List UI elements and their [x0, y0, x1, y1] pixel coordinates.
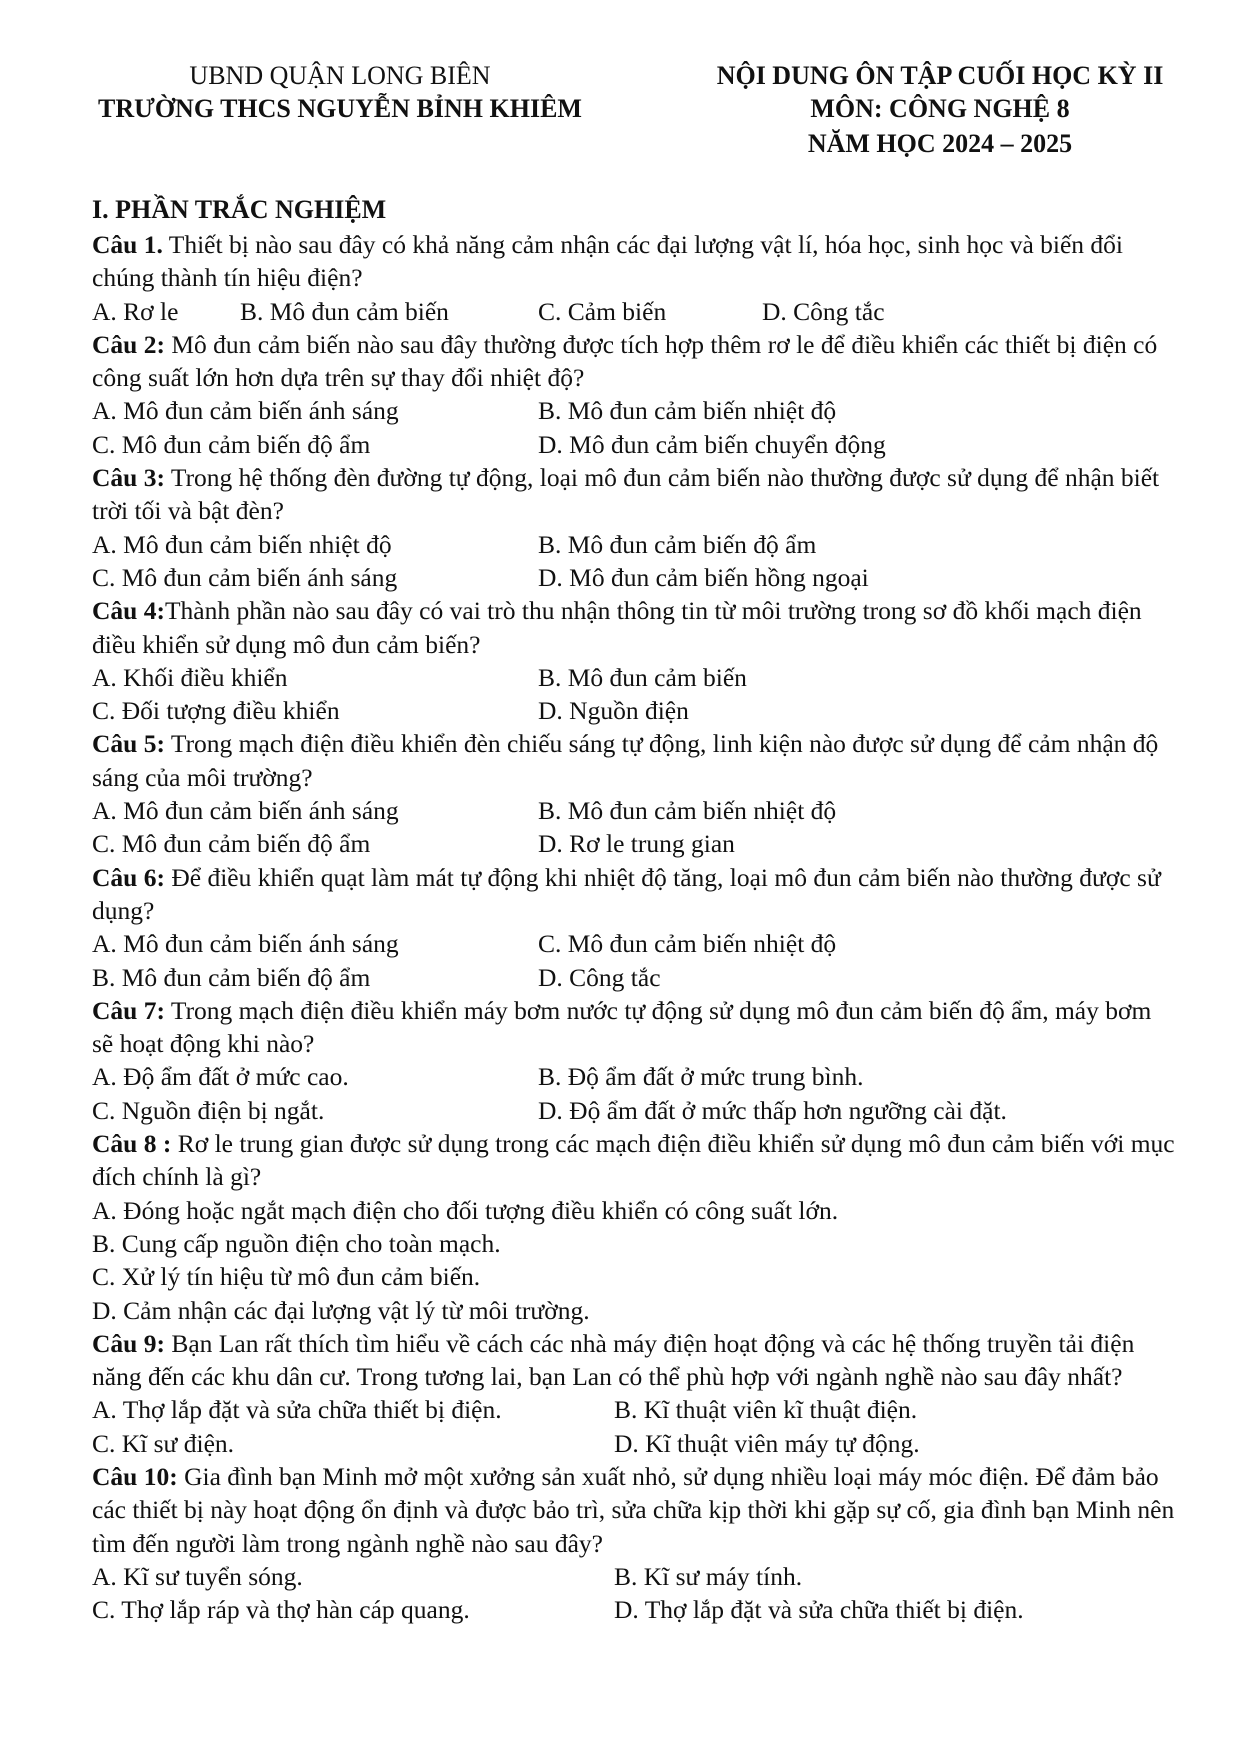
- answer-option: B. Mô đun cảm biến nhiệt độ: [538, 796, 837, 826]
- answer-option: D. Thợ lắp đặt và sửa chữa thiết bị điện.: [614, 1595, 1024, 1625]
- answer-option: B. Mô đun cảm biến: [538, 662, 747, 692]
- answer-option: B. Mô đun cảm biến: [240, 296, 449, 326]
- answer-options: [92, 661, 1177, 694]
- question-label: Câu 4:: [92, 596, 165, 626]
- answer-options: [92, 827, 1177, 860]
- answer-option: D. Mô đun cảm biến hồng ngoại: [538, 562, 869, 592]
- question-body: Bạn Lan rất thích tìm hiểu về cách các nhà máy điện hoạt động và các hệ thống truyền tải điện năng đến các khu dân cư. Trong tương lai, bạn Lan có thể phù hợp với ngành nghề nào sau đây nhất?: [92, 1328, 1135, 1392]
- question-text: [92, 228, 1177, 295]
- answer-option: A. Thợ lắp đặt và sửa chữa thiết bị điện.: [92, 1395, 502, 1425]
- answer-option: B. Kĩ thuật viên kĩ thuật điện.: [614, 1395, 918, 1425]
- district-name: UBND QUẬN LONG BIÊN: [189, 61, 491, 90]
- answer-options: [92, 694, 1177, 727]
- question-1: [92, 228, 1177, 328]
- question-body: Trong mạch điện điều khiển máy bơm nước tự động sử dụng mô đun cảm biến độ ẩm, máy bơm sẽ hoạt động khi nào?: [92, 995, 1152, 1059]
- document-header: [0, 0, 1241, 170]
- exam-content: [92, 194, 1177, 1626]
- answer-option: C. Mô đun cảm biến ánh sáng: [92, 562, 398, 592]
- question-body: Thành phần nào sau đây có vai trò thu nhận thông tin từ môi trường trong sơ đồ khối mạch điện điều khiển sử dụng mô đun cảm biến?: [92, 596, 1142, 659]
- question-text: [92, 1460, 1177, 1560]
- answer-option: D. Cảm nhận các đại lượng vật lý từ môi trường.: [92, 1295, 590, 1325]
- answer-option: A. Khối điều khiển: [92, 662, 288, 692]
- question-label: Câu 2:: [92, 329, 165, 359]
- question-10: [92, 1460, 1177, 1626]
- question-5: [92, 727, 1177, 860]
- question-text: [92, 594, 1177, 661]
- answer-option: D. Nguồn điện: [538, 696, 689, 726]
- answer-options: [92, 561, 1177, 594]
- answer-option: C. Mô đun cảm biến độ ẩm: [92, 429, 371, 459]
- question-6: [92, 861, 1177, 994]
- answer-option: A. Mô đun cảm biến ánh sáng: [92, 929, 399, 959]
- answer-option: D. Kĩ thuật viên máy tự động.: [614, 1428, 920, 1458]
- question-4: [92, 594, 1177, 727]
- answer-option: B. Kĩ sư máy tính.: [614, 1561, 803, 1591]
- question-text: [92, 1327, 1177, 1394]
- question-label: Câu 5:: [92, 729, 165, 759]
- answer-option: C. Mô đun cảm biến nhiệt độ: [538, 929, 837, 959]
- school-year: NĂM HỌC 2024 – 2025: [807, 129, 1073, 158]
- answer-options: [92, 1060, 1177, 1093]
- question-label: Câu 10:: [92, 1461, 178, 1491]
- answer-option: A. Mô đun cảm biến ánh sáng: [92, 796, 399, 826]
- answer-option: C. Nguồn điện bị ngắt.: [92, 1095, 325, 1125]
- answer-options: [92, 1427, 1177, 1460]
- answer-options: [92, 295, 1177, 328]
- answer-option: D. Mô đun cảm biến chuyển động: [538, 429, 886, 459]
- section-title: I. PHẦN TRẮC NGHIỆM: [92, 195, 387, 224]
- question-7: [92, 994, 1177, 1127]
- question-body: Trong hệ thống đèn đường tự động, loại mô đun cảm biến nào thường được sử dụng để nhận biết trời tối và bật đèn?: [92, 463, 1160, 526]
- question-body: Để điều khiển quạt làm mát tự động khi nhiệt độ tăng, loại mô đun cảm biến nào thường được sử dụng?: [92, 862, 1161, 925]
- answer-option: C. Mô đun cảm biến độ ẩm: [92, 829, 371, 859]
- answer-options: [92, 394, 1177, 427]
- question-label: Câu 6:: [92, 862, 165, 892]
- answer-option: A. Đóng hoặc ngắt mạch điện cho đối tượng điều khiển có công suất lớn.: [92, 1195, 839, 1225]
- answer-option: B. Độ ẩm đất ở mức trung bình.: [538, 1062, 864, 1092]
- question-body: Trong mạch điện điều khiển đèn chiếu sáng tự động, linh kiện nào được sử dụng để cảm nhận độ sáng của môi trường?: [92, 729, 1159, 792]
- answer-option: C. Cảm biến: [538, 296, 667, 326]
- answer-options: [92, 428, 1177, 461]
- answer-option: C. Kĩ sư điện.: [92, 1428, 235, 1458]
- answer-options: [92, 1393, 1177, 1426]
- document-title: NỘI DUNG ÔN TẬP CUỐI HỌC KỲ II: [716, 61, 1164, 90]
- answer-option: D. Công tắc: [538, 962, 661, 992]
- question-3: [92, 461, 1177, 594]
- answer-options: [92, 1094, 1177, 1127]
- question-text: [92, 328, 1177, 395]
- question-text: [92, 727, 1177, 794]
- answer-option: D. Rơ le trung gian: [538, 829, 735, 859]
- question-label: Câu 9:: [92, 1328, 165, 1358]
- question-9: [92, 1327, 1177, 1460]
- answer-option: C. Đối tượng điều khiển: [92, 696, 340, 726]
- answer-option: B. Cung cấp nguồn điện cho toàn mạch.: [92, 1228, 501, 1258]
- answer-options: [92, 1560, 1177, 1593]
- answer-options: [92, 528, 1177, 561]
- answer-options: [92, 927, 1177, 960]
- question-label: Câu 1.: [92, 230, 163, 259]
- answer-option: C. Thợ lắp ráp và thợ hàn cáp quang.: [92, 1595, 470, 1625]
- answer-option: A. Kĩ sư tuyển sóng.: [92, 1561, 303, 1591]
- question-body: Thiết bị nào sau đây có khả năng cảm nhận các đại lượng vật lí, hóa học, sinh học và biến đổi chúng thành tín hiệu điện?: [92, 230, 1124, 293]
- question-text: [92, 994, 1177, 1061]
- subject-line: MÔN: CÔNG NGHỆ 8: [810, 94, 1070, 123]
- question-text: [92, 1127, 1177, 1194]
- school-name: TRƯỜNG THCS NGUYỄN BỈNH KHIÊM: [98, 94, 582, 123]
- question-label: Câu 3:: [92, 463, 165, 493]
- question-2: [92, 328, 1177, 461]
- answer-option: A. Mô đun cảm biến ánh sáng: [92, 396, 399, 426]
- question-body: Mô đun cảm biến nào sau đây thường được tích hợp thêm rơ le để điều khiển các thiết bị điện có công suất lớn hơn dựa trên sự thay đổi nhiệt độ?: [92, 329, 1158, 393]
- question-text: [92, 461, 1177, 528]
- answer-option: B. Mô đun cảm biến độ ẩm: [92, 962, 371, 992]
- answer-option: A. Rơ le: [92, 296, 179, 326]
- answer-options: [92, 794, 1177, 827]
- question-8: [92, 1127, 1177, 1327]
- question-label: Câu 7:: [92, 995, 165, 1025]
- question-body: Rơ le trung gian được sử dụng trong các mạch điện điều khiển sử dụng mô đun cảm biến với mục đích chính là gì?: [92, 1129, 1175, 1192]
- answer-options: [92, 1593, 1177, 1626]
- answer-option: C. Xử lý tín hiệu từ mô đun cảm biến.: [92, 1262, 481, 1292]
- answer-option: D. Công tắc: [762, 296, 885, 326]
- question-text: [92, 861, 1177, 928]
- answer-option: B. Mô đun cảm biến độ ẩm: [538, 529, 817, 559]
- answer-option: B. Mô đun cảm biến nhiệt độ: [538, 396, 837, 426]
- answer-options: [92, 961, 1177, 994]
- question-label: Câu 8 :: [92, 1129, 172, 1159]
- answer-option: A. Độ ẩm đất ở mức cao.: [92, 1062, 349, 1092]
- question-body: Gia đình bạn Minh mở một xưởng sản xuất nhỏ, sử dụng nhiều loại máy móc điện. Để đảm bảo các thiết bị này hoạt động ổn định và được bảo trì, sửa chữa kịp thời khi gặp sự cố, gia đình bạn Minh nên tìm đến người làm trong ngành nghề nào sau đây?: [92, 1461, 1175, 1558]
- answer-option: D. Độ ẩm đất ở mức thấp hơn ngưỡng cài đặt.: [538, 1095, 1007, 1125]
- answer-option: A. Mô đun cảm biến nhiệt độ: [92, 529, 392, 559]
